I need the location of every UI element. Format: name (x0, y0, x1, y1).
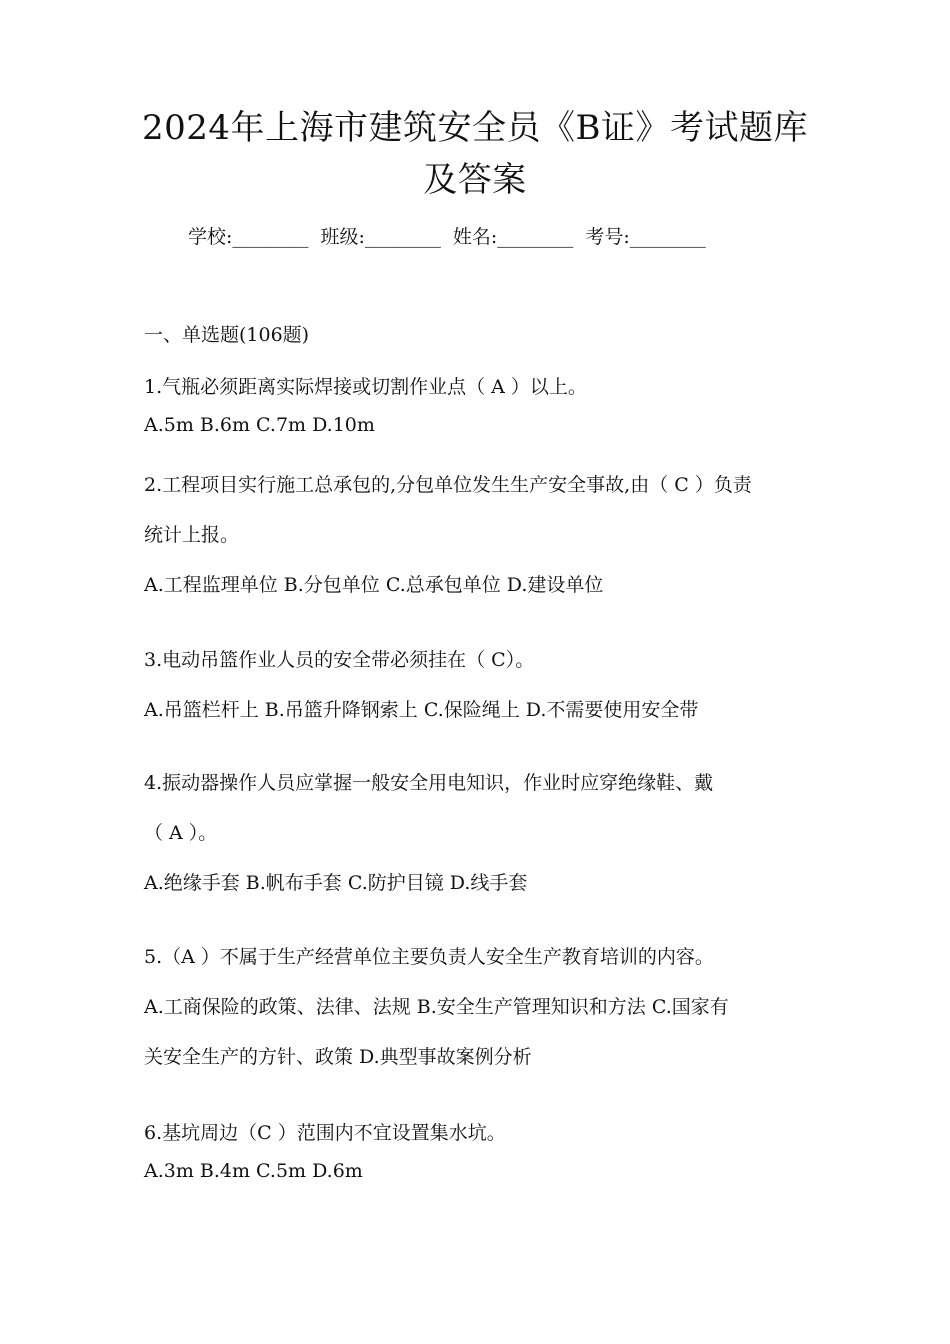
section-heading: 一、单选题(106题) (144, 324, 310, 346)
document-title-line-2: 及答案 (423, 160, 527, 200)
school-field: 学校:________ (188, 226, 309, 248)
student-info-row (188, 224, 712, 250)
question-6-options: A.3m B.4m C.5m D.6m (144, 1160, 363, 1182)
exam-number-field: 考号:________ (585, 226, 706, 248)
question-4-stem-line-1: 4.振动器操作人员应掌握一般安全用电知识，作业时应穿绝缘鞋、戴 (144, 772, 714, 794)
question-4-stem-line-2: （ A ）。 (144, 822, 218, 844)
question-1-stem: 1.气瓶必须距离实际焊接或切割作业点（ A ）以上。 (144, 376, 587, 398)
question-3-stem: 3.电动吊篮作业人员的安全带必须挂在（ C）。 (144, 649, 535, 671)
name-field: 姓名:________ (452, 226, 574, 248)
document-title-line-1: 2024年上海市建筑安全员《B证》考试题库 (141, 108, 808, 148)
question-6-stem: 6.基坑周边（C ）范围内不宜设置集水坑。 (144, 1122, 506, 1144)
question-2-stem-line-2: 统计上报。 (144, 524, 240, 546)
question-5-stem: 5.（A ）不属于生产经营单位主要负责人安全生产教育培训的内容。 (144, 946, 714, 968)
question-5-options-line-2: 关安全生产的方针、政策 D.典型事故案例分析 (144, 1046, 532, 1068)
class-field: 班级:________ (320, 226, 441, 248)
question-2-stem-line-1: 2.工程项目实行施工总承包的,分包单位发生生产安全事故,由（ C ）负责 (144, 474, 752, 496)
question-1-options: A.5m B.6m C.7m D.10m (144, 414, 375, 436)
question-4-options: A.绝缘手套 B.帆布手套 C.防护目镜 D.线手套 (144, 872, 528, 894)
question-5-options-line-1: A.工商保险的政策、法律、法规 B.安全生产管理知识和方法 C.国家有 (144, 996, 729, 1018)
question-3-options: A.吊篮栏杆上 B.吊篮升降钢索上 C.保险绳上 D.不需要使用安全带 (144, 699, 699, 721)
question-2-options: A.工程监理单位 B.分包单位 C.总承包单位 D.建设单位 (144, 574, 604, 596)
